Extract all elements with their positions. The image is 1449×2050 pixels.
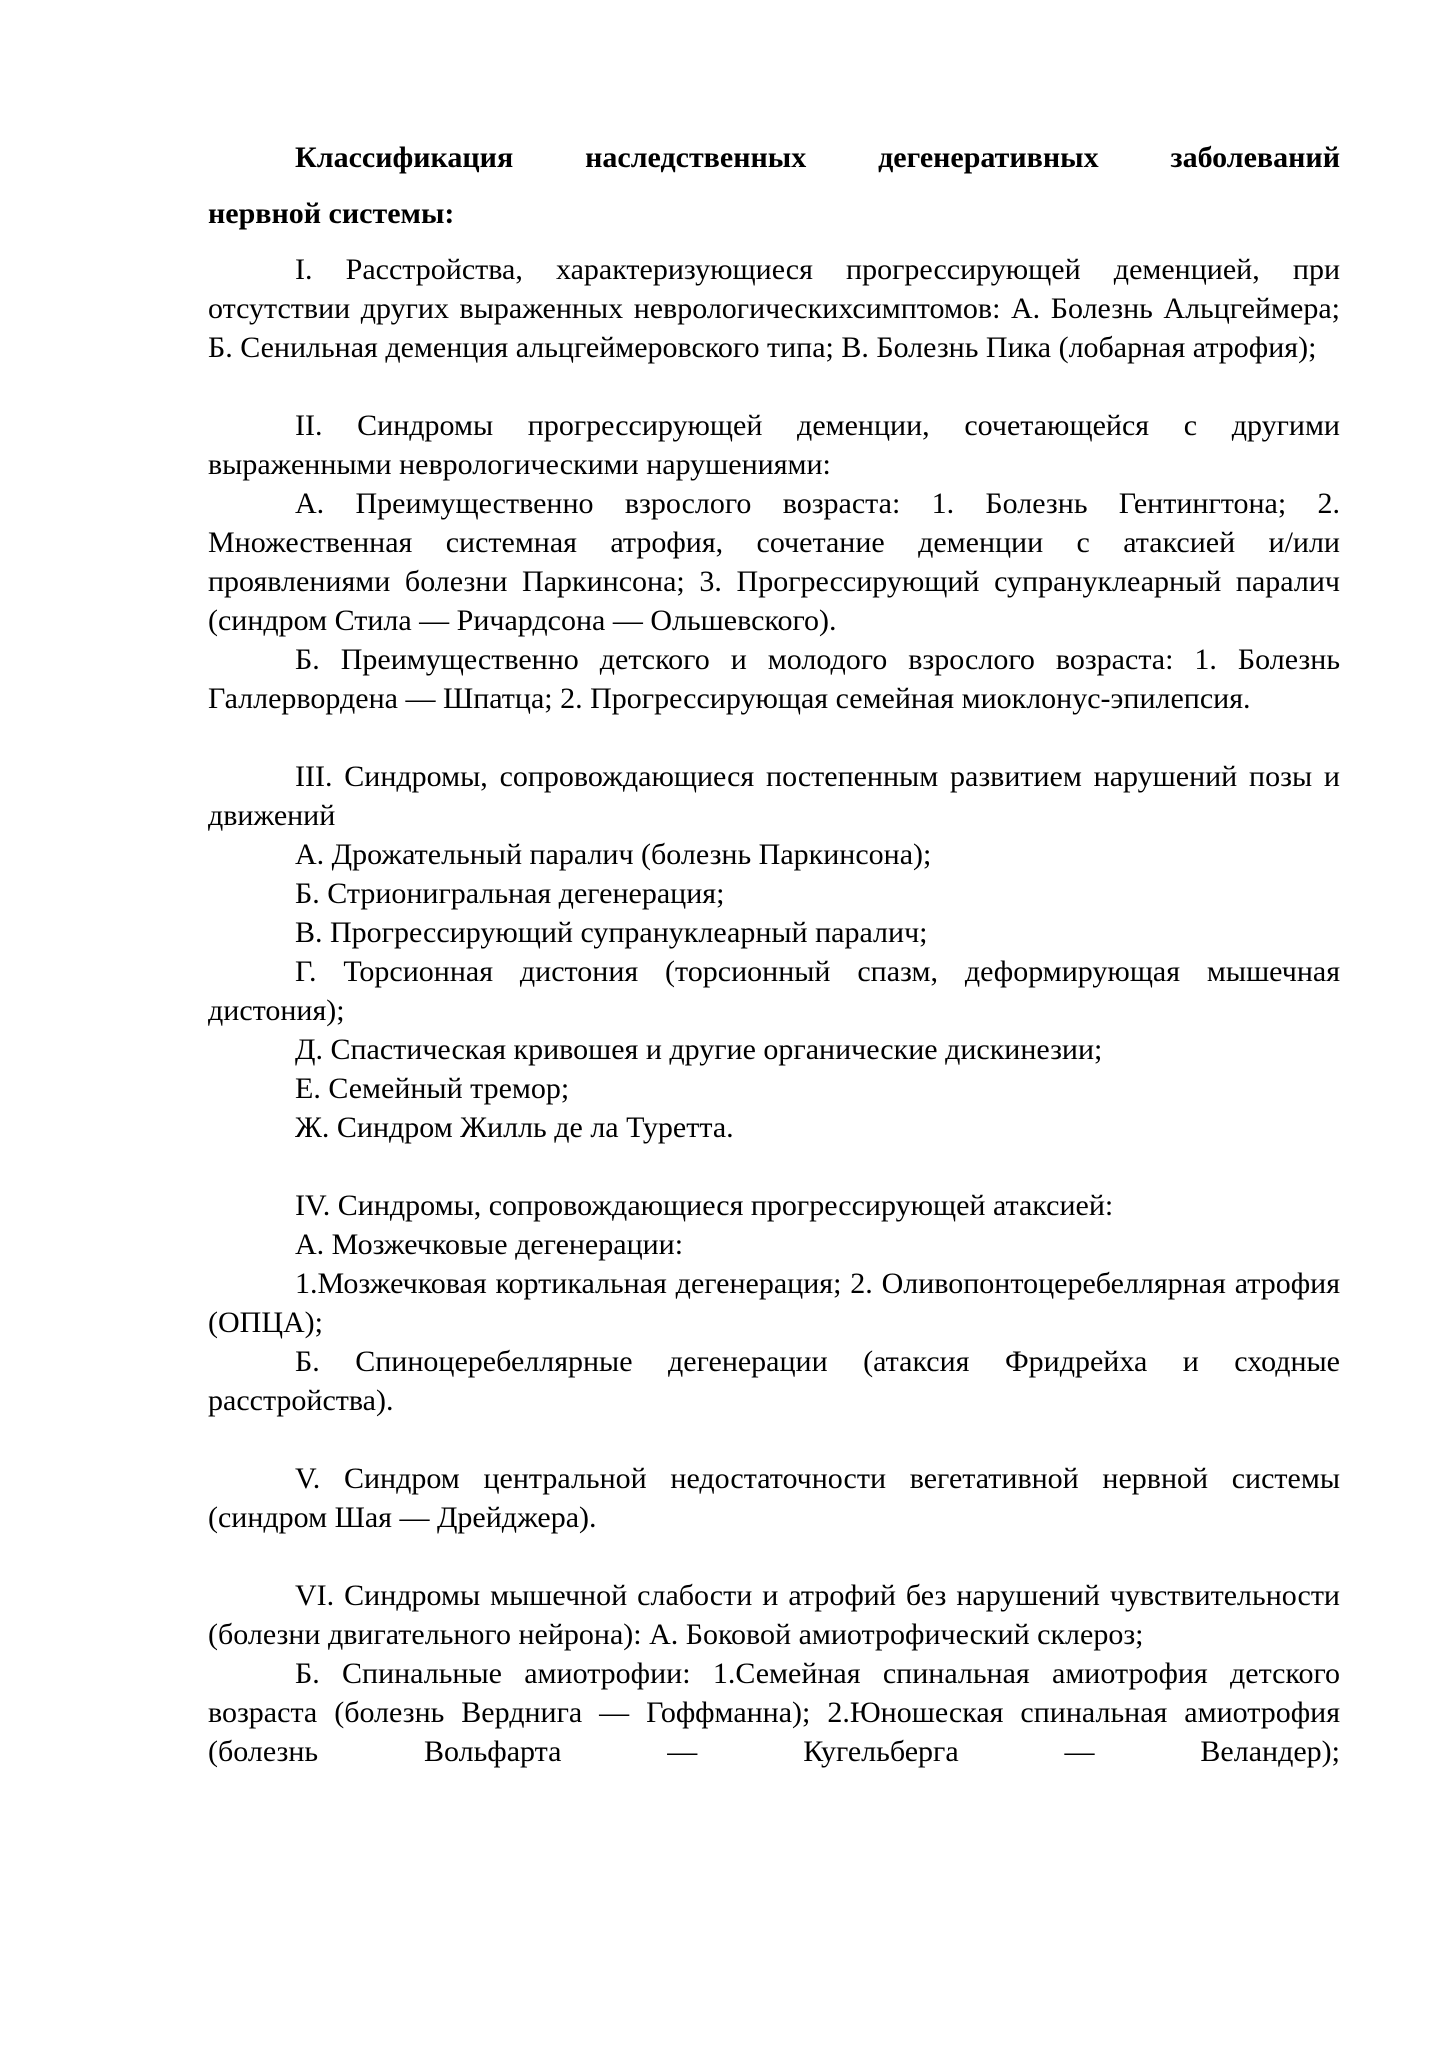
section-3-paragraph-8: Ж. Синдром Жилль де ла Туретта. — [295, 1111, 734, 1144]
section-3-paragraph-7: Е. Семейный тремор; — [295, 1072, 570, 1105]
section-2-paragraph-2: А. Преимущественно взрослого возраста: 1. Болезнь Гентингтона; 2. Множественная системная атрофия, сочетание деменции с атаксией и/или проявлениями болезни Паркинсона; 3. Прогрессирующий супрануклеарный паралич (синдром Стила — Ричардсона — Ольшевского). — [208, 487, 1340, 637]
section-6-paragraph-1: VI. Синдромы мышечной слабости и атрофий без нарушений чувствительности (болезни двигательного нейрона): А. Боковой амиотрофический склероз; — [208, 1579, 1340, 1651]
section-4-paragraph-1: IV. Синдромы, сопровождающиеся прогрессирующей атаксией: — [295, 1189, 1114, 1222]
section-5-paragraph-1: V. Синдром центральной недостаточности вегетативной нервной системы (синдром Шая — Дрейджера). — [208, 1462, 1340, 1534]
section-3-paragraph-5: Г. Торсионная дистония (торсионный спазм, деформирующая мышечная дистония); — [208, 955, 1340, 1027]
section-2-paragraph-3: Б. Преимущественно детского и молодого взрослого возраста: 1. Болезнь Галлервордена — Шпатца; 2. Прогрессирующая семейная миоклонус-эпилепсия. — [208, 643, 1340, 715]
section-6-paragraph-2: Б. Спинальные амиотрофии: 1.Семейная спинальная амиотрофия детского возраста (болезнь Верднига — Гоффманна); 2.Юношеская спинальная амиотрофия (болезнь Вольфарта — Кугельберга — Веландер); — [208, 1657, 1340, 1768]
section-3-paragraph-3: Б. Стрионигральная дегенерация; — [295, 877, 725, 910]
document-page — [208, 130, 1340, 1771]
section-2-paragraph-1: II. Синдромы прогрессирующей деменции, сочетающейся с другими выраженными неврологическими нарушениями: — [208, 409, 1340, 481]
section-3-paragraph-1: III. Синдромы, сопровождающиеся постепенным развитием нарушений позы и движений — [208, 760, 1340, 832]
section-1-paragraph-1: I. Расстройства, характеризующиеся прогрессирующей деменцией, при отсутствии других выраженных неврологическихсимптомов: А. Болезнь Альцгеймера; Б. Сенильная деменция альцгеймеровского типа; В. Болезнь Пика (лобарная атрофия); — [208, 253, 1340, 364]
document-title-line-2: нервной системы: — [208, 197, 455, 230]
section-4-paragraph-3: 1.Мозжечковая кортикальная дегенерация; 2. Оливопонтоцеребеллярная атрофия (ОПЦА); — [208, 1267, 1340, 1339]
section-4-paragraph-4: Б. Спиноцеребеллярные дегенерации (атаксия Фридрейха и сходные расстройства). — [208, 1345, 1340, 1417]
section-3-paragraph-4: В. Прогрессирующий супрануклеарный паралич; — [295, 916, 928, 949]
document-title-line-1: Классификация наследственных дегенеративных заболеваний — [295, 141, 1340, 174]
section-3-paragraph-6: Д. Спастическая кривошея и другие органические дискинезии; — [295, 1033, 1103, 1066]
section-3-paragraph-2: А. Дрожательный паралич (болезнь Паркинсона); — [295, 838, 932, 871]
section-4-paragraph-2: А. Мозжечковые дегенерации: — [295, 1228, 684, 1261]
